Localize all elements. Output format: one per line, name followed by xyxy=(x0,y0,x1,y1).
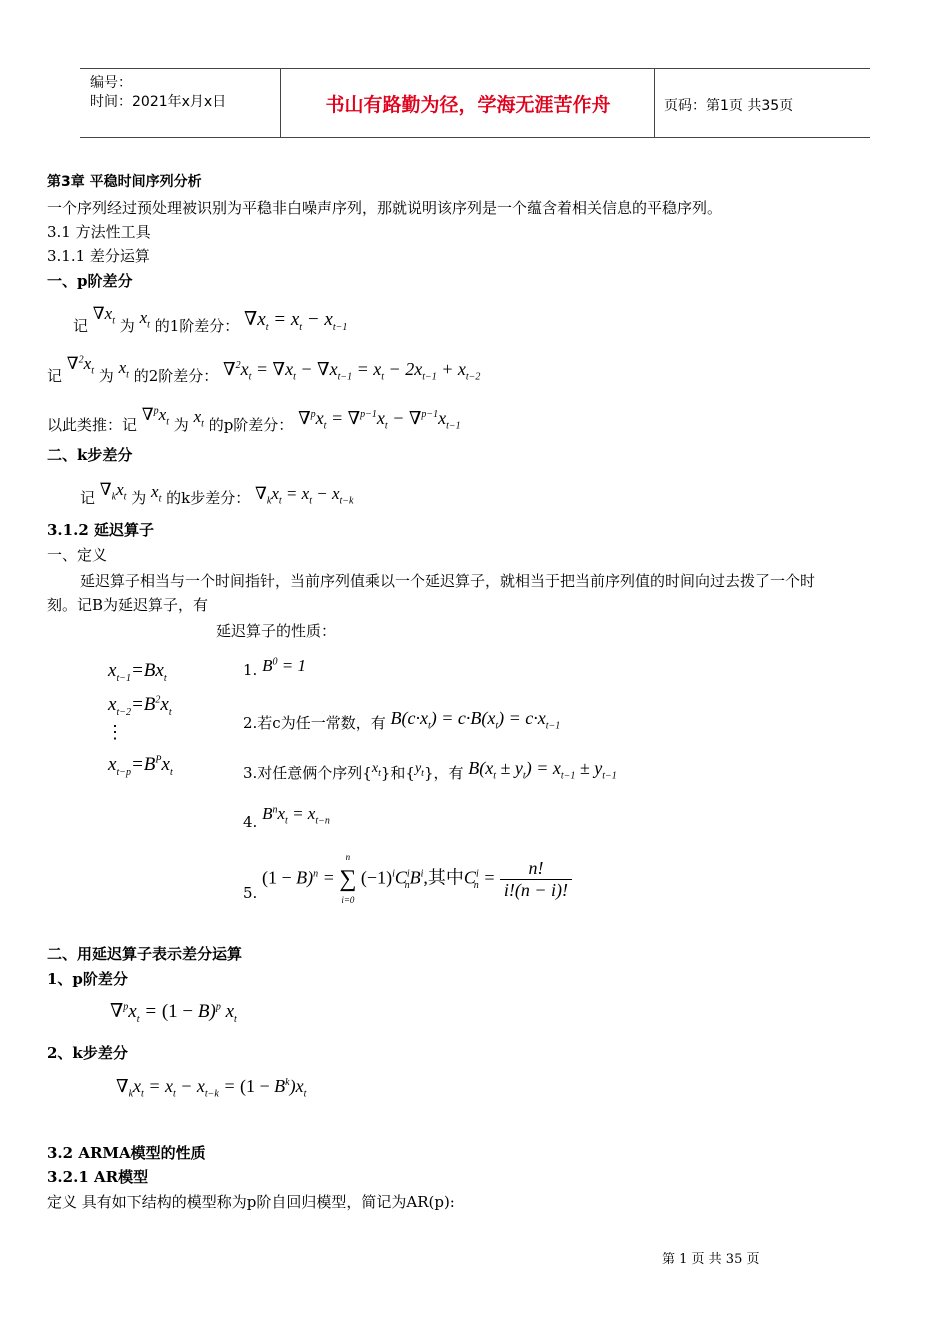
second-difference-line: 记 $\nabla^2x_t$ 为 $x_t$ 的2阶差分： $\nabla^2x_t = \nabla x_t - \nabla x_{t-1} = x_t - 2x_{t-1} + x_{t-2}$ xyxy=(47,354,481,385)
property-1: 1. $B^0 = 1$ xyxy=(243,656,306,679)
property-3: 3.对任意俩个序列$\{x_t\}$和$\{y_t\}$，有 $B(x_t \pm y_t) = x_{t-1} \pm y_{t-1}$ xyxy=(243,758,617,782)
p-order-difference-heading: 一、p阶差分 xyxy=(47,272,133,290)
section-3-1-2-heading: 3.1.2 延迟算子 xyxy=(47,521,154,539)
property-4: 4. $B^nx_t = x_{t-n}$ xyxy=(243,804,330,831)
lag-equation-p: $x_{t-p}=B^Px_t$ xyxy=(108,754,173,778)
section-3-2-heading: 3.2 ARMA模型的性质 xyxy=(47,1144,206,1162)
lag-k-step-heading: 2、k步差分 xyxy=(47,1044,128,1062)
intro-paragraph: 一个序列经过预处理被识别为平稳非白噪声序列，那就说明该序列是一个蕴含着相关信息的平稳序列。 xyxy=(47,199,723,217)
property-5-formula: $(1 - B)^n$ = n ∑ i=0 $(-1)^iC^i_nB^i$,其中$C^i_n$ = $\frac{n!}{i!(n - i)!}$ xyxy=(262,858,572,901)
property-2: 2.若c为任一常数，有 $B(c\cdot x_t) = c\cdot B(x_t) = c\cdot x_{t-1}$ xyxy=(243,708,561,732)
definition-text-line-2: 刻。记B为延迟算子，有 xyxy=(47,596,209,614)
lag-k-step-formula: $\nabla_kx_t = x_t - x_{t-k} = (1 - B^k)x_t$ xyxy=(116,1076,307,1100)
section-3-1-heading: 3.1 方法性工具 xyxy=(47,223,151,241)
definition-heading: 一、定义 xyxy=(47,546,108,564)
footer-page-number: 第 1 页 共 35 页 xyxy=(662,1252,760,1267)
document-date-label: 时间：2021年x月x日 xyxy=(90,94,227,110)
header-page-label: 页码：第1页 共35页 xyxy=(664,98,794,114)
document-number-label: 编号： xyxy=(90,75,132,91)
first-difference-line: 记 $\nabla x_t$ 为 $x_t$ 的1阶差分： $\nabla x_t = x_t - x_{t-1}$ xyxy=(73,304,348,335)
definition-text-line-1: 延迟算子相当与一个时间指针，当前序列值乘以一个延迟算子，就相当于把当前序列值的时间向过去拨了一个时 xyxy=(80,572,816,590)
lag-operator-properties-heading: 延迟算子的性质： xyxy=(216,622,337,640)
p-difference-line: 以此类推：记 $\nabla^px_t$ 为 $x_t$ 的p阶差分： $\nabla^px_t = \nabla^{p-1}x_t - \nabla^{p-1}x_{t-1}$ xyxy=(47,405,461,434)
k-step-difference-line: 记 $\nabla_kx_t$ 为 $x_t$ 的k步差分： $\nabla_kx_t = x_t - x_{t-k}$ xyxy=(80,480,354,507)
section-3-2-1-heading: 3.2.1 AR模型 xyxy=(47,1168,149,1186)
ar-model-definition: 定义 具有如下结构的模型称为p阶自回归模型，简记为AR(p): xyxy=(47,1193,455,1211)
section-3-1-1-heading: 3.1.1 差分运算 xyxy=(47,247,150,265)
lag-equation-2: $x_{t-2}=B^2x_t$ xyxy=(108,694,172,718)
lag-p-order-heading: 1、p阶差分 xyxy=(47,970,128,988)
lag-p-order-formula: $\nabla^px_t = (1 - B)^p$ $x_t$ xyxy=(110,1001,237,1025)
k-step-difference-heading: 二、k步差分 xyxy=(47,446,133,464)
chapter-title: 第3章 平稳时间序列分析 xyxy=(47,174,202,190)
vertical-ellipsis: ⋮ xyxy=(106,722,124,742)
lag-difference-heading: 二、用延迟算子表示差分运算 xyxy=(47,945,243,963)
property-5-number: 5. xyxy=(243,884,258,902)
header-motto: 书山有路勤为径，学海无涯苦作舟 xyxy=(325,94,611,116)
lag-equation-1: $x_{t-1}=Bx_t$ xyxy=(108,660,167,684)
